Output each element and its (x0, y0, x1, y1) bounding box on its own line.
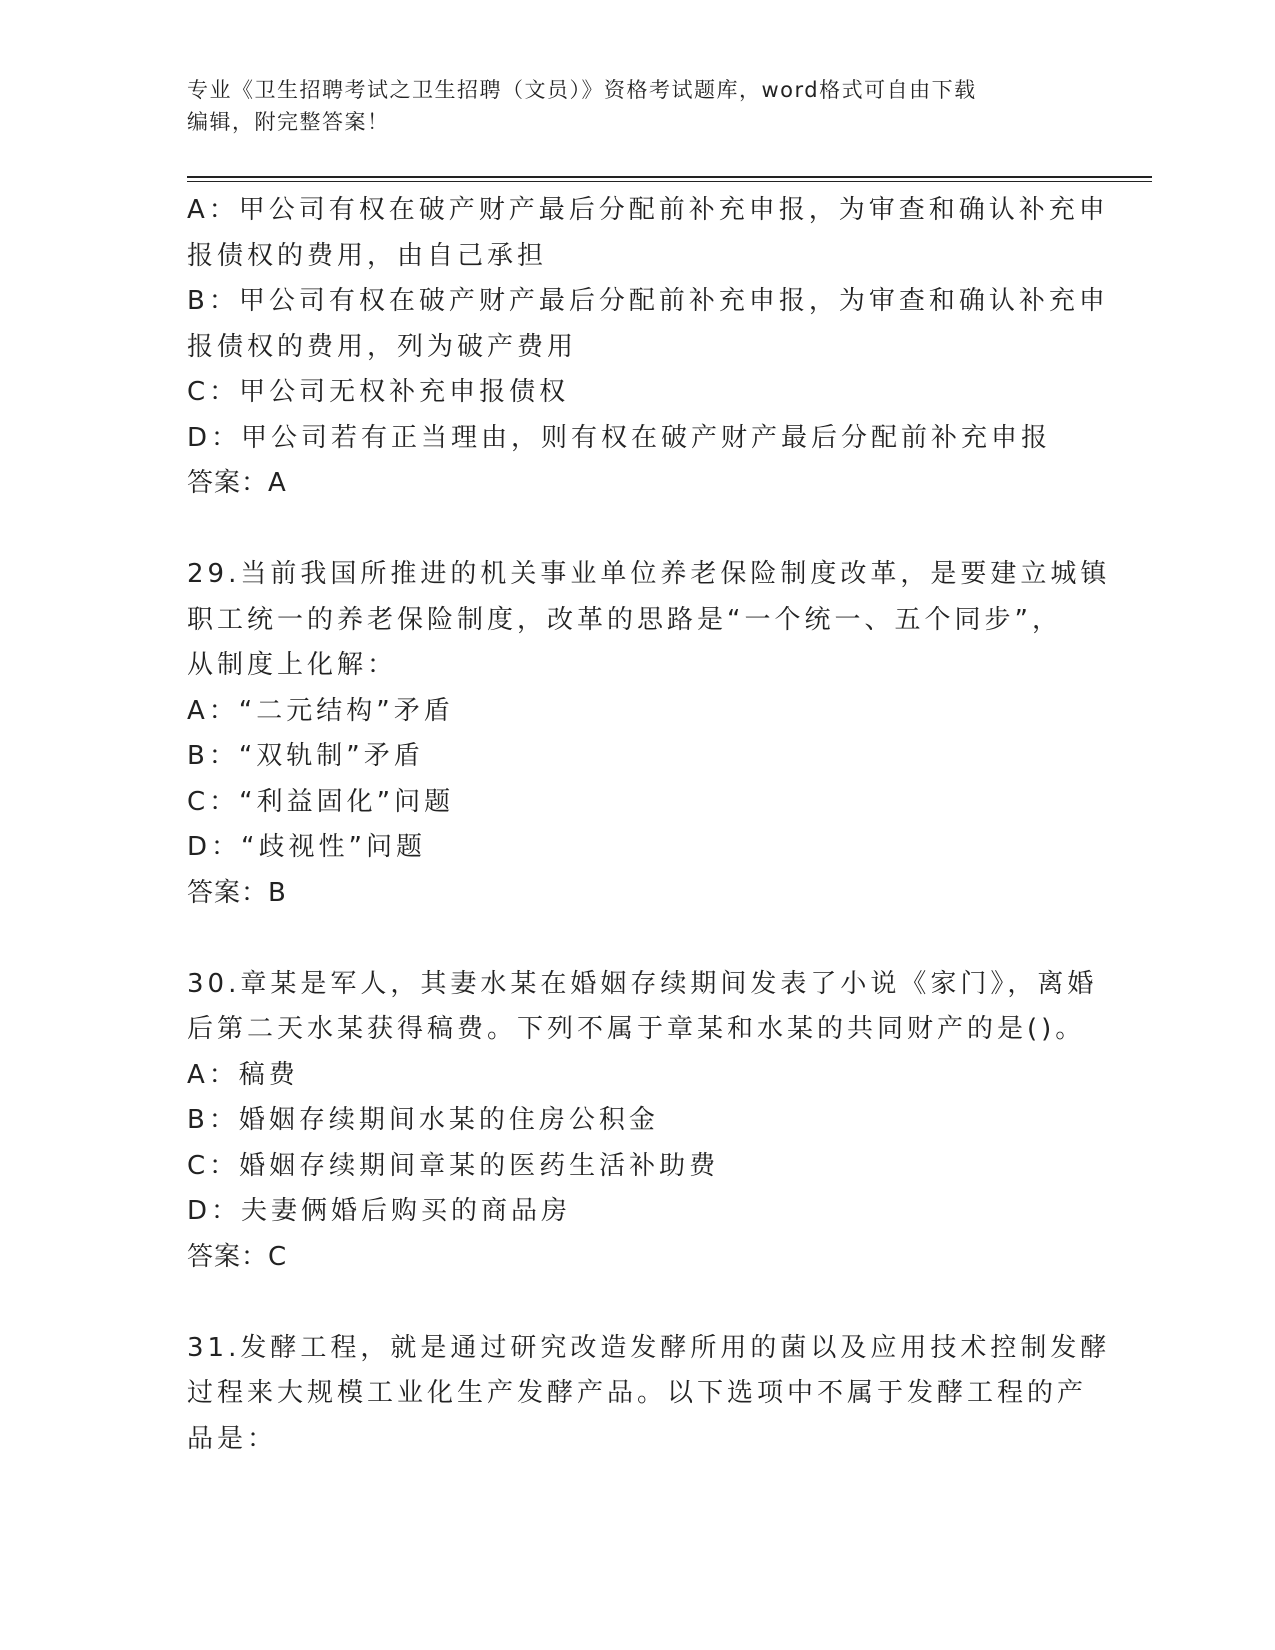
question-stem-line: 31.发酵工程，就是通过研究改造发酵所用的菌以及应用技术控制发酵 (187, 1332, 1111, 1363)
question-stem-line: 过程来大规模工业化生产发酵产品。以下选项中不属于发酵工程的产 (187, 1378, 1088, 1408)
spacer (187, 916, 1087, 962)
option-b: B：“双轨制”矛盾 (187, 741, 424, 771)
option-c: C：婚姻存续期间章某的医药生活补助费 (187, 1150, 720, 1181)
question-29 (187, 552, 1111, 916)
question-28 (187, 188, 1109, 507)
option-a-line: A：甲公司有权在破产财产最后分配前补充申报，为审查和确认补充申 (187, 195, 1109, 225)
question-stem-line: 29.当前我国所推进的机关事业单位养老保险制度改革，是要建立城镇 (187, 559, 1111, 589)
document-header (187, 74, 1087, 138)
option-c: C：“利益固化”问题 (187, 786, 455, 817)
spacer (187, 1280, 1087, 1326)
option-b-line: B：甲公司有权在破产财产最后分配前补充申报，为审查和确认补充申 (187, 286, 1109, 316)
option-a-line: 报债权的费用，由自己承担 (187, 240, 548, 271)
question-stem-line: 品是： (187, 1423, 278, 1454)
question-stem-line: 后第二天水某获得稿费。下列不属于章某和水某的共同财产的是()。 (187, 1014, 1086, 1044)
option-d: D：甲公司若有正当理由，则有权在破产财产最后分配前补充申报 (187, 422, 1052, 453)
option-b: B：婚姻存续期间水某的住房公积金 (187, 1105, 659, 1135)
question-30 (187, 962, 1098, 1281)
option-c: C：甲公司无权补充申报债权 (187, 377, 570, 407)
answer: 答案：C (187, 1241, 288, 1272)
header-rule-thin (187, 181, 1152, 182)
option-a: A：稿费 (187, 1059, 299, 1090)
question-stem-line: 30.章某是军人，其妻水某在婚姻存续期间发表了小说《家门》，离婚 (187, 968, 1098, 999)
question-content (187, 188, 1111, 1462)
header-rule-thick (187, 176, 1152, 178)
question-stem-line: 职工统一的养老保险制度，改革的思路是“一个统一、五个同步”， (187, 604, 1062, 635)
question-stem-line: 从制度上化解： (187, 650, 398, 680)
answer: 答案：B (187, 877, 287, 908)
option-b-line: 报债权的费用，列为破产费用 (187, 331, 578, 362)
option-a (187, 188, 1109, 279)
option-d: D：夫妻俩婚后购买的商品房 (187, 1196, 572, 1226)
spacer (187, 507, 1087, 553)
option-b (187, 279, 1109, 370)
option-a: A：“二元结构”矛盾 (187, 695, 454, 726)
option-d: D：“歧视性”问题 (187, 832, 426, 862)
header-line-2: 编辑，附完整答案！ (187, 110, 390, 134)
question-31 (187, 1326, 1111, 1463)
answer: 答案：A (187, 468, 287, 498)
header-line-1: 专业《卫生招聘考试之卫生招聘（文员）》资格考试题库，word格式可自由下载 (187, 78, 977, 102)
